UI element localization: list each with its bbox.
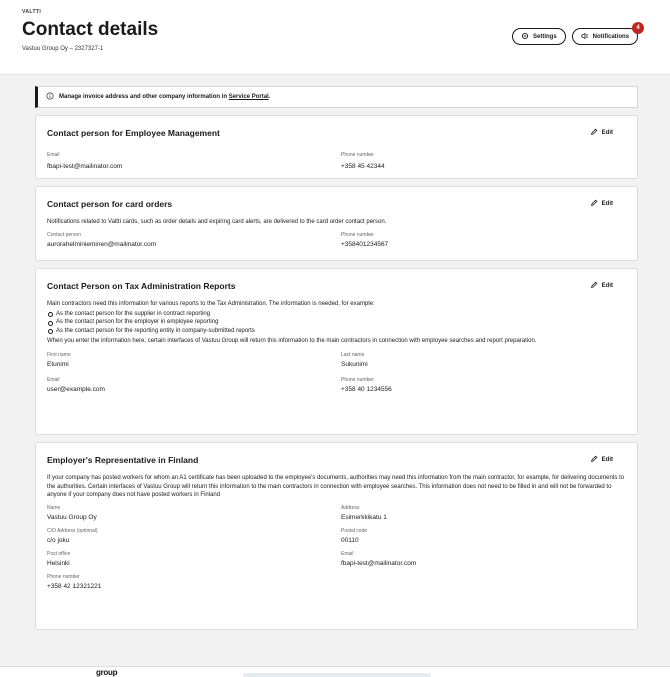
info-text: Manage invoice address and other company information in Service Portal.: [59, 94, 271, 100]
list-item: As the contact person for the reporting entity in company-submitted reports: [47, 327, 626, 336]
list-item: As the contact person for the employer in employee reporting: [47, 318, 626, 327]
main-content: [35, 86, 638, 630]
company-name: Vastuu Group Oy – 2327327-1: [22, 46, 104, 52]
brand-label: VALTTI: [22, 9, 42, 15]
header-actions: [512, 25, 640, 45]
post-office-field: Post office Helsinki: [47, 550, 71, 567]
employee-management-card: [35, 115, 638, 179]
gear-icon: [521, 32, 529, 42]
pencil-icon: [590, 455, 598, 465]
card-description: Notifications related to Valtti cards, such as order details and expiring card alerts, are delivered to the card order contact person.: [47, 219, 387, 225]
email-field: Email fbapi-test@mailinator.com: [341, 550, 417, 567]
phone-field: Phone number +358 42 12321221: [47, 573, 102, 590]
edit-button[interactable]: Edit: [590, 199, 613, 209]
contact-person-field: Contact person aurorahelminieminen@mailinator.com: [47, 231, 157, 248]
card-description: Main contractors need this information for various reports to the Tax Administration. The information is needed, for example:: [47, 301, 375, 307]
notifications-label: Notifications: [592, 33, 629, 40]
tax-administration-card: [35, 268, 638, 435]
card-orders-card: [35, 186, 638, 261]
fields: [47, 505, 626, 591]
first-name-field: First name Etunimi: [47, 351, 71, 368]
co-address-field: C/O Address (optional) c/o joku: [47, 527, 98, 544]
notifications-button[interactable]: [572, 25, 640, 45]
phone-field: Phone number +358401234567: [341, 231, 389, 248]
edit-button[interactable]: Edit: [590, 455, 613, 465]
last-name-field: Last name Sukunimi: [341, 351, 368, 368]
postal-code-field: Postal code 00110: [341, 527, 368, 544]
settings-button[interactable]: [512, 28, 566, 45]
card-description: If your company has posted workers for whom an A1 certificate has been uploaded to the employee's documents, authorities may need this information from the main contractor, for example, for delivering documents to the authorities. Certain interfaces of Vastuu Group will return this information to the main contractors in connection with employee searches. This information does not need to be filled in and will not be forwarded to anyone if your company does not have posted workers in Finland: [47, 475, 625, 498]
info-icon: [46, 92, 54, 102]
phone-field: Phone number +358 40 1234556: [341, 376, 392, 393]
edit-button[interactable]: Edit: [590, 128, 613, 138]
fields: [47, 352, 626, 394]
service-portal-link[interactable]: Service Portal: [228, 94, 269, 100]
footer-bar: [243, 673, 431, 677]
card-title: Contact Person on Tax Administration Reports: [47, 281, 236, 291]
email-field: Email fbapi-test@mailinator.com: [47, 152, 123, 170]
fields: [47, 232, 626, 249]
notifications-badge: 4: [632, 22, 644, 34]
page-footer: [0, 666, 670, 677]
bullet-list: [47, 310, 626, 336]
employer-representative-card: [35, 442, 638, 630]
card-title: Contact person for card orders: [47, 199, 173, 209]
name-field: Name Vastuu Group Oy: [47, 504, 97, 521]
settings-label: Settings: [532, 33, 557, 40]
edit-button[interactable]: Edit: [590, 281, 613, 291]
pencil-icon: [590, 281, 598, 291]
info-banner: [35, 86, 638, 108]
address-field: Address Esimerkkikatu 1: [341, 504, 387, 521]
phone-field: Phone number +358 45 42344: [341, 152, 385, 170]
card-description-2: When you enter the information here, certain interfaces of Vastuu Group will return this information to the main contractors in connection with employee searches and report preparation.: [47, 338, 537, 344]
list-item: As the contact person for the supplier in contract reporting: [47, 310, 626, 319]
megaphone-icon: [581, 32, 589, 42]
pencil-icon: [590, 199, 598, 209]
page-header: [0, 0, 670, 75]
page-title: Contact details: [22, 19, 159, 40]
footer-logo: group: [96, 668, 118, 677]
card-title: Employer's Representative in Finland: [47, 455, 199, 465]
pencil-icon: [590, 128, 598, 138]
email-field: Email user@example.com: [47, 376, 105, 393]
card-title: Contact person for Employee Management: [47, 128, 220, 138]
fields: [47, 152, 626, 171]
